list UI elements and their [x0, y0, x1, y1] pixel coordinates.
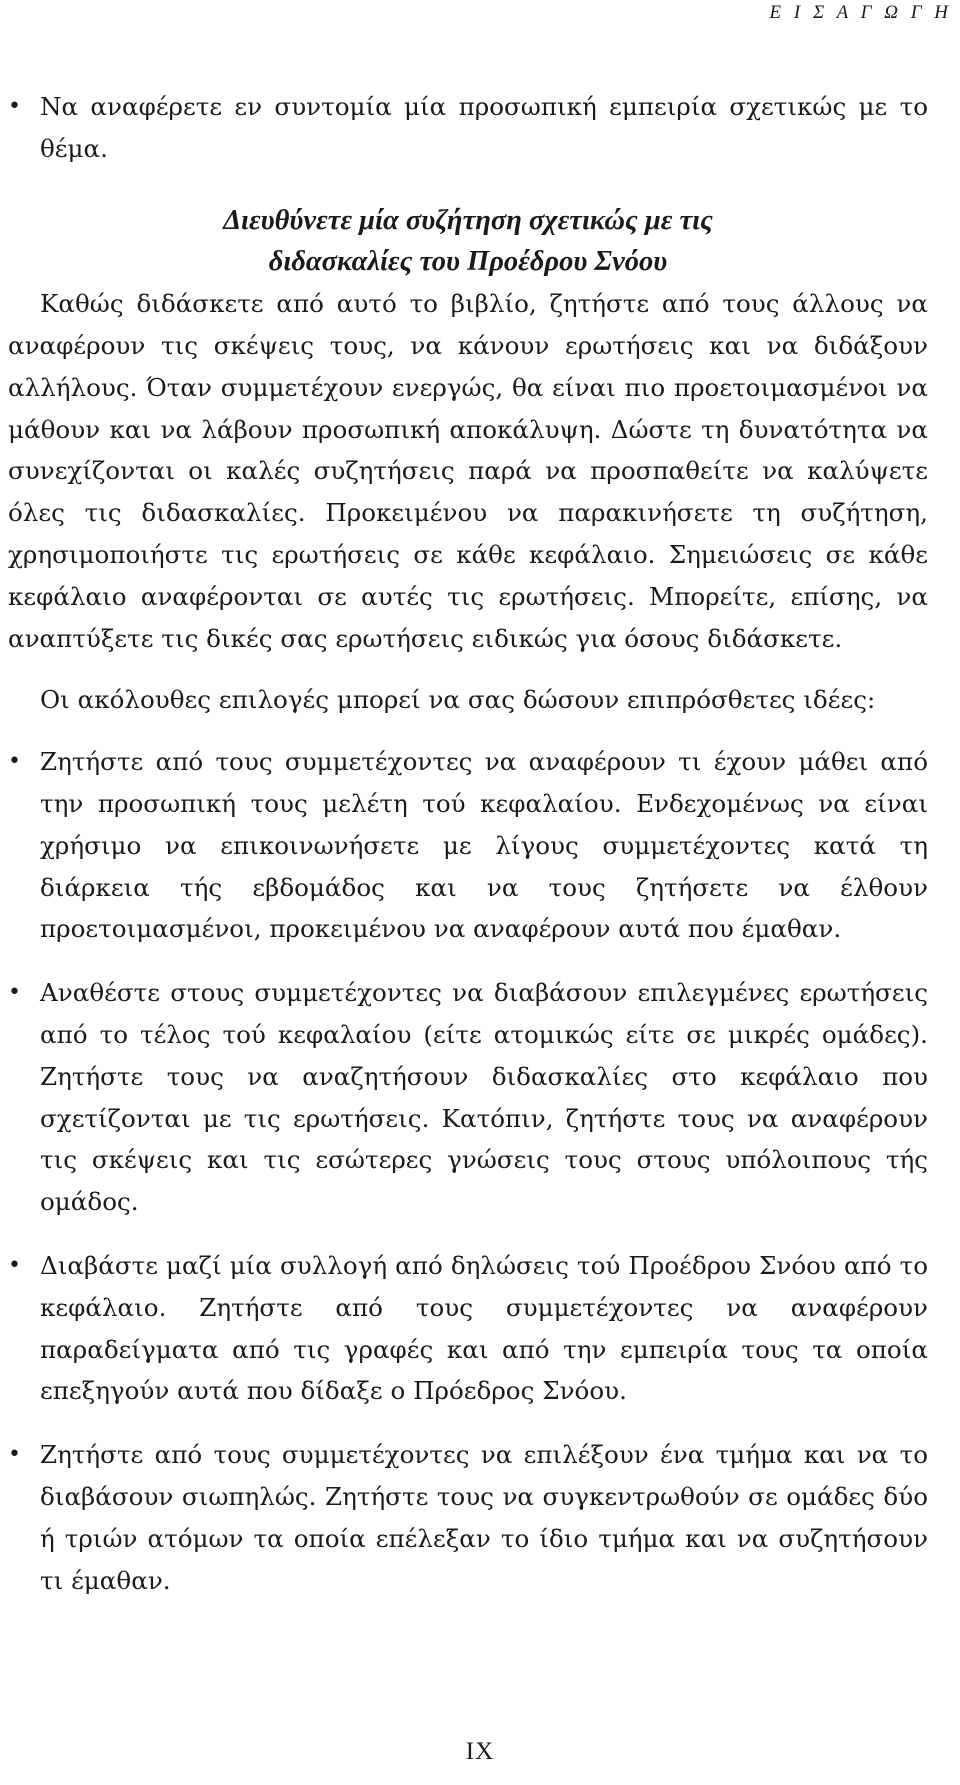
- intro-bullet-text: Να αναφέρετε εν συντομία μία προσωπική εμπειρία σχετικώς με το θέμα.: [40, 92, 928, 163]
- list-item: [8, 1434, 928, 1601]
- list-item-text: Αναθέστε στους συμμετέχοντες να διαβάσουν επιλεγμένες ερωτήσεις από το τέλος τού κεφαλαίου (είτε ατομικώς είτε σε μικρές ομάδες). Ζητήστε τους να αναζητήσουν διδασκαλίες στο κεφάλαιο που σχετίζονται με τις ερωτήσεις. Κατόπιν, ζητήστε τους να αναφέρουν τις σκέψεις και τις εσώτερες γνώσεις τους στους υπόλοιπους τής ομάδος.: [40, 978, 928, 1217]
- running-head: Ε Ι Σ Α Γ Ω Γ Η: [769, 2, 952, 23]
- list-item: [8, 1245, 928, 1412]
- bullet-icon: •: [8, 94, 21, 119]
- ideas-list: [8, 741, 928, 1601]
- list-item-text: Ζητήστε από τους συμμετέχοντες να επιλέξουν ένα τμήμα και να το διαβάσουν σιωπηλώς. Ζητήστε τους να συγκεντρωθούν σε ομάδες δύο ή τριών ατόμων τα οποία επέλεξαν το ίδιο τμήμα και να συζητήσουν τι έμαθαν.: [40, 1440, 928, 1595]
- page-number: IX: [465, 1738, 495, 1765]
- list-item-text: Διαβάστε μαζί μία συλλογή από δηλώσεις τού Προέδρου Σνόου από το κεφάλαιο. Ζητήστε από τους συμμετέχοντες να αναφέρουν παραδείγματα από τις γραφές και από την εμπειρία τους τα οποία επεξηγούν αυτά που δίδαξε ο Πρόεδρος Σνόου.: [40, 1250, 928, 1406]
- paragraph-options-intro: Οι ακόλουθες επιλογές μπορεί να σας δώσουν επιπρόσθετες ιδέες:: [40, 685, 876, 715]
- bullet-icon: •: [8, 1442, 21, 1468]
- paragraph-discussion: Καθώς διδάσκετε από αυτό το βιβλίο, ζητήστε από τους άλλους να αναφέρουν τις σκέψεις τους, να κάνουν ερωτήσεις και να διδάξουν αλλήλους. Όταν συμμετέχουν ενεργώς, θα είναι πιο προετοιμασμένοι να μάθουν και να λάβουν προσωπική αποκάλυψη. Δώστε τη δυνατότητα να συνεχίζονται οι καλές συζητήσεις παρά να προσπαθείτε να καλύψετε όλες τις διδασκαλίες. Προκειμένου να παρακινήσετε τη συζήτηση, χρησιμοποιήστε τις ερωτήσεις σε κάθε κεφάλαιο. Σημειώσεις σε κάθε κεφάλαιο αναφέρονται σε αυτές τις ερωτήσεις. Μπορείτε, επίσης, να αναπτύξετε τις δικές σας ερωτήσεις ειδικώς για όσους διδάσκετε.: [8, 289, 928, 653]
- bullet-icon: •: [8, 980, 21, 1006]
- list-item: [8, 741, 928, 950]
- intro-bullet-item: [8, 86, 928, 170]
- list-item: [8, 972, 928, 1223]
- bullet-icon: •: [8, 749, 21, 775]
- section-heading: Διευθύνετε μία συζήτηση σχετικώς με τις διδασκαλίες του Προέδρου Σνόου: [223, 204, 713, 278]
- list-item-text: Ζητήστε από τους συμμετέχοντες να αναφέρουν τι έχουν μάθει από την προσωπική τους μελέτη τού κεφαλαίου. Ενδεχομένως να είναι χρήσιμο να επικοινωνήσετε με λίγους συμμετέχοντες κατά τη διάρκεια τής εβδομάδος και να τους ζητήσετε να έλθουν προετοιμασμένοι, προκειμένου να αναφέρουν αυτά που έμαθαν.: [40, 747, 928, 944]
- page-body: [8, 86, 928, 1601]
- bullet-icon: •: [8, 1252, 21, 1278]
